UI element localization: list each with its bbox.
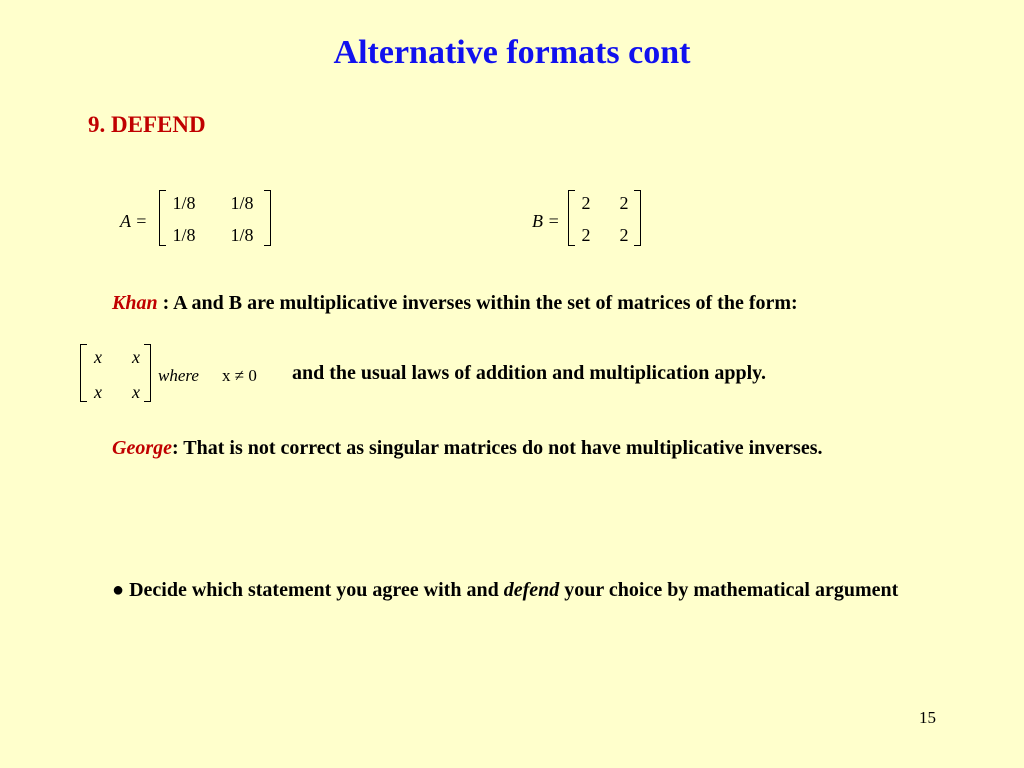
matrix-b-label: B = [532,211,560,231]
matrix-x-left-bracket [80,344,87,402]
george-statement [112,433,932,464]
task-emphasis: defend [503,579,560,601]
matrix-a-cell: 1/8 [172,225,196,245]
matrix-b-right-bracket [634,190,641,246]
matrix-x-cell: x [132,382,140,402]
matrix-b-cell: 2 [619,225,629,245]
khan-continuation: and the usual laws of addition and multiplication apply. [292,362,767,384]
matrix-x-condition: x ≠ 0 [222,366,257,385]
george-text: : That is not correct as singular matrices do not have multiplicative inverses. [171,437,823,459]
matrix-x [76,342,286,404]
khan-text: : A and B are multiplicative inverses within the set of matrices of the form: [162,292,798,314]
matrix-x-cell: x [94,347,102,367]
matrix-x-right-bracket [144,344,151,402]
matrix-b-cell: 2 [619,193,629,213]
task-text-before: Decide which statement you agree with and [129,579,499,601]
matrix-a-label: A = [120,211,148,231]
matrix-x-where: where [158,366,199,385]
matrix-a-cell: 1/8 [230,225,254,245]
matrix-b-left-bracket [568,190,575,246]
page-number: 15 [919,708,936,727]
matrix-a-right-bracket [264,190,271,246]
matrix-a-cell: 1/8 [172,193,196,213]
slide-title: Alternative formats cont [333,34,691,71]
matrix-a-cell: 1/8 [230,193,254,213]
matrix-b-cell: 2 [581,225,591,245]
khan-statement [112,288,1012,319]
matrix-b-cell: 2 [581,193,591,213]
george-speaker: George [112,437,172,459]
matrix-x-cell: x [94,382,102,402]
task-text-after: your choice by mathematical argument [564,579,899,601]
matrix-b [532,186,652,252]
bullet-icon: ● [112,579,125,601]
matrix-a [120,186,290,252]
section-heading: 9. DEFEND [88,112,206,137]
khan-speaker: Khan [112,292,158,314]
task-statement [112,575,1012,606]
matrix-x-cell: x [132,347,140,367]
